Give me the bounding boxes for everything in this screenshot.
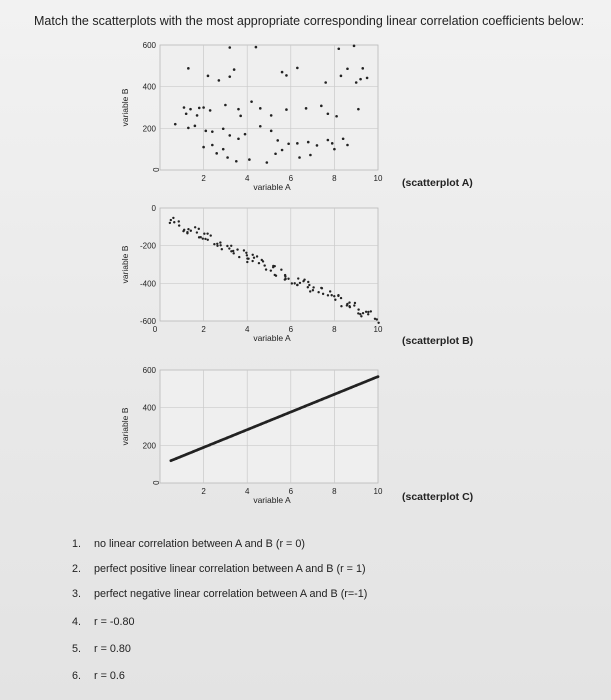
data-point	[291, 282, 293, 284]
data-point	[349, 306, 351, 308]
data-point	[246, 261, 248, 263]
y-tick-label: 600	[142, 366, 156, 375]
y-tick-label: -200	[139, 241, 156, 251]
data-point	[266, 161, 269, 164]
data-point	[321, 287, 323, 289]
data-point	[361, 67, 364, 70]
data-point	[259, 125, 262, 128]
data-point	[251, 260, 253, 262]
data-point	[308, 284, 310, 286]
data-point	[276, 139, 279, 142]
data-point	[270, 130, 273, 133]
x-tick-label: 10	[373, 325, 383, 334]
data-point	[355, 81, 358, 84]
data-point	[297, 277, 299, 279]
data-point	[287, 278, 289, 280]
data-point	[209, 109, 212, 112]
data-point	[173, 221, 175, 223]
data-point	[222, 148, 225, 151]
data-point	[232, 252, 234, 254]
data-point	[255, 46, 258, 49]
data-point	[367, 311, 369, 313]
data-point	[194, 226, 196, 228]
data-point	[317, 291, 319, 293]
x-tick-label: 4	[244, 174, 250, 183]
data-point	[296, 67, 299, 70]
data-point	[216, 245, 218, 247]
data-point	[210, 234, 212, 236]
data-point	[309, 290, 311, 292]
data-point	[219, 244, 221, 246]
data-point	[170, 219, 172, 221]
data-point	[320, 105, 323, 108]
data-point	[178, 224, 180, 226]
list-item: 4. r = -0.80	[72, 616, 135, 628]
data-point	[228, 46, 231, 49]
plot-area	[160, 208, 378, 321]
x-tick-label: 8	[332, 325, 337, 334]
data-point	[196, 114, 199, 117]
data-point	[327, 139, 330, 142]
data-point	[219, 241, 221, 243]
y-tick-label: 400	[142, 403, 156, 413]
data-point	[294, 282, 296, 284]
data-point	[211, 144, 214, 147]
data-point	[237, 108, 240, 111]
data-point	[360, 315, 362, 317]
data-point	[258, 262, 260, 264]
y-tick-label: 200	[142, 441, 156, 451]
data-point	[272, 265, 274, 267]
x-tick-label: 2	[201, 325, 206, 334]
data-point	[202, 146, 205, 149]
data-point	[329, 290, 331, 292]
scatterplot-c-label: (scatterplot C)	[402, 491, 474, 503]
data-point	[203, 233, 205, 235]
x-tick-label: 4	[244, 487, 250, 496]
x-tick-label: 2	[201, 174, 206, 183]
data-point	[186, 232, 188, 234]
data-point	[198, 107, 201, 110]
data-point	[327, 112, 330, 115]
question-title: Match the scatterplots with the most appropriate corresponding linear correlation coefficients below:	[34, 14, 585, 28]
y-tick-label: 200	[142, 124, 156, 134]
data-point	[333, 295, 335, 297]
data-point	[327, 294, 329, 296]
data-point	[337, 294, 339, 296]
data-point	[198, 228, 200, 230]
x-axis-label: variable A	[253, 495, 291, 505]
data-point	[189, 108, 192, 111]
data-point	[370, 310, 372, 312]
data-point	[281, 149, 284, 152]
data-point	[243, 249, 245, 251]
data-point	[211, 130, 214, 133]
data-point	[202, 237, 204, 239]
data-point	[307, 281, 309, 283]
data-point	[235, 160, 238, 163]
data-point	[309, 154, 312, 157]
data-point	[316, 144, 319, 147]
x-tick-label: 8	[332, 487, 337, 496]
data-point	[232, 250, 234, 252]
data-point	[274, 152, 277, 155]
list-item: 3. perfect negative linear correlation between A and B (r=-1)	[72, 588, 368, 600]
data-point	[200, 236, 202, 238]
scatterplot-a-label: (scatterplot A)	[402, 177, 473, 189]
x-tick-label: 0	[151, 480, 160, 485]
data-point	[178, 220, 180, 222]
x-tick-label: 6	[288, 487, 294, 496]
y-axis-label: variable B	[120, 407, 130, 446]
data-point	[233, 68, 236, 71]
y-tick-label: 600	[142, 41, 156, 50]
data-point	[187, 127, 190, 130]
x-tick-label: 0	[151, 167, 160, 172]
data-point	[213, 243, 215, 245]
x-axis-label: variable A	[253, 333, 291, 343]
data-point	[331, 294, 333, 296]
data-point	[357, 108, 360, 111]
data-point	[236, 248, 238, 250]
data-point	[228, 247, 230, 249]
data-point	[312, 286, 314, 288]
data-point	[284, 278, 286, 280]
data-point	[194, 125, 197, 128]
data-point	[246, 254, 248, 256]
data-point	[337, 47, 340, 50]
x-tick-label: 6	[288, 174, 294, 183]
data-point	[324, 81, 327, 84]
data-point	[169, 222, 171, 224]
y-tick-label: 400	[142, 82, 156, 92]
data-point	[299, 282, 301, 284]
data-point	[307, 286, 309, 288]
y-tick-label: 0	[151, 204, 156, 213]
data-point	[366, 77, 369, 80]
data-point	[365, 311, 367, 313]
data-point	[253, 257, 255, 259]
data-point	[296, 142, 299, 145]
data-point	[331, 142, 334, 145]
data-point	[340, 297, 342, 299]
plot-area	[160, 45, 378, 170]
data-point	[172, 217, 174, 219]
data-point	[287, 142, 290, 145]
x-tick-label: 10	[373, 174, 383, 183]
data-point	[252, 254, 254, 256]
data-point	[204, 130, 207, 133]
data-point	[247, 258, 249, 260]
y-tick-label: -400	[139, 279, 156, 289]
data-point	[218, 79, 221, 82]
y-axis-label: variable B	[120, 245, 130, 284]
data-point	[183, 106, 186, 109]
data-point	[322, 293, 324, 295]
data-point	[307, 141, 310, 144]
data-point	[298, 156, 301, 159]
data-point	[335, 115, 338, 118]
data-point	[196, 231, 198, 233]
data-point	[237, 137, 240, 140]
data-point	[334, 299, 336, 301]
data-point	[359, 78, 362, 81]
list-item: 2. perfect positive linear correlation between A and B (r = 1)	[72, 563, 366, 575]
data-point	[204, 238, 206, 240]
data-point	[346, 144, 349, 147]
data-point	[222, 127, 225, 130]
data-point	[285, 108, 288, 111]
data-point	[174, 123, 177, 126]
data-point	[244, 133, 247, 136]
data-point	[250, 100, 253, 103]
data-point	[340, 305, 342, 307]
data-point	[224, 104, 227, 107]
x-tick-label: 0	[152, 325, 158, 334]
data-point	[354, 302, 356, 304]
data-point	[303, 278, 305, 280]
data-point	[285, 74, 288, 77]
data-point	[312, 289, 314, 291]
data-point	[305, 107, 308, 110]
data-point	[239, 115, 242, 118]
data-point	[215, 152, 218, 155]
data-point	[187, 228, 189, 230]
data-point	[185, 112, 188, 115]
data-point	[230, 245, 232, 247]
data-point	[207, 75, 210, 78]
x-axis-label: variable A	[253, 182, 291, 192]
data-point	[346, 67, 349, 70]
data-point	[362, 312, 364, 314]
data-point	[263, 264, 265, 266]
data-point	[296, 284, 298, 286]
scatterplot-b-label: (scatterplot B)	[402, 335, 474, 347]
x-tick-label: 2	[201, 487, 206, 496]
data-point	[367, 313, 369, 315]
list-item: 5. r = 0.80	[72, 643, 131, 655]
data-point	[183, 229, 185, 231]
data-point	[226, 156, 229, 159]
data-point	[259, 107, 262, 110]
x-tick-label: 10	[373, 487, 383, 496]
data-point	[228, 134, 231, 137]
data-point	[226, 245, 228, 247]
data-point	[377, 322, 379, 324]
y-tick-label: -600	[139, 317, 156, 326]
data-point	[333, 148, 336, 151]
data-point	[353, 304, 355, 306]
x-tick-label: 4	[244, 325, 250, 334]
plot-area	[160, 370, 378, 483]
y-axis-label: variable B	[120, 88, 130, 127]
data-point	[270, 114, 273, 117]
data-point	[281, 71, 284, 74]
data-point	[346, 304, 348, 306]
x-tick-label: 6	[288, 325, 294, 334]
data-point	[377, 375, 380, 378]
list-item: 1. no linear correlation between A and B (r = 0)	[72, 538, 305, 550]
data-point	[280, 269, 282, 271]
data-point	[275, 275, 277, 277]
data-point	[262, 260, 264, 262]
data-point	[187, 67, 190, 70]
data-point	[284, 275, 286, 277]
data-point	[206, 232, 208, 234]
data-point	[190, 230, 192, 232]
data-point	[270, 269, 272, 271]
data-point	[376, 318, 378, 320]
data-point	[245, 252, 247, 254]
data-point	[357, 308, 359, 310]
data-point	[248, 158, 251, 161]
data-point	[359, 313, 361, 315]
data-point	[238, 256, 240, 258]
list-item: 6. r = 0.6	[72, 670, 125, 682]
data-point	[265, 268, 267, 270]
data-point	[256, 255, 258, 257]
data-point	[353, 45, 356, 48]
data-point	[348, 301, 350, 303]
data-point	[340, 75, 343, 78]
data-point	[228, 75, 231, 78]
data-point	[207, 239, 209, 241]
data-point	[342, 137, 345, 140]
data-point	[202, 106, 205, 109]
data-point	[221, 248, 223, 250]
x-tick-label: 8	[332, 174, 337, 183]
